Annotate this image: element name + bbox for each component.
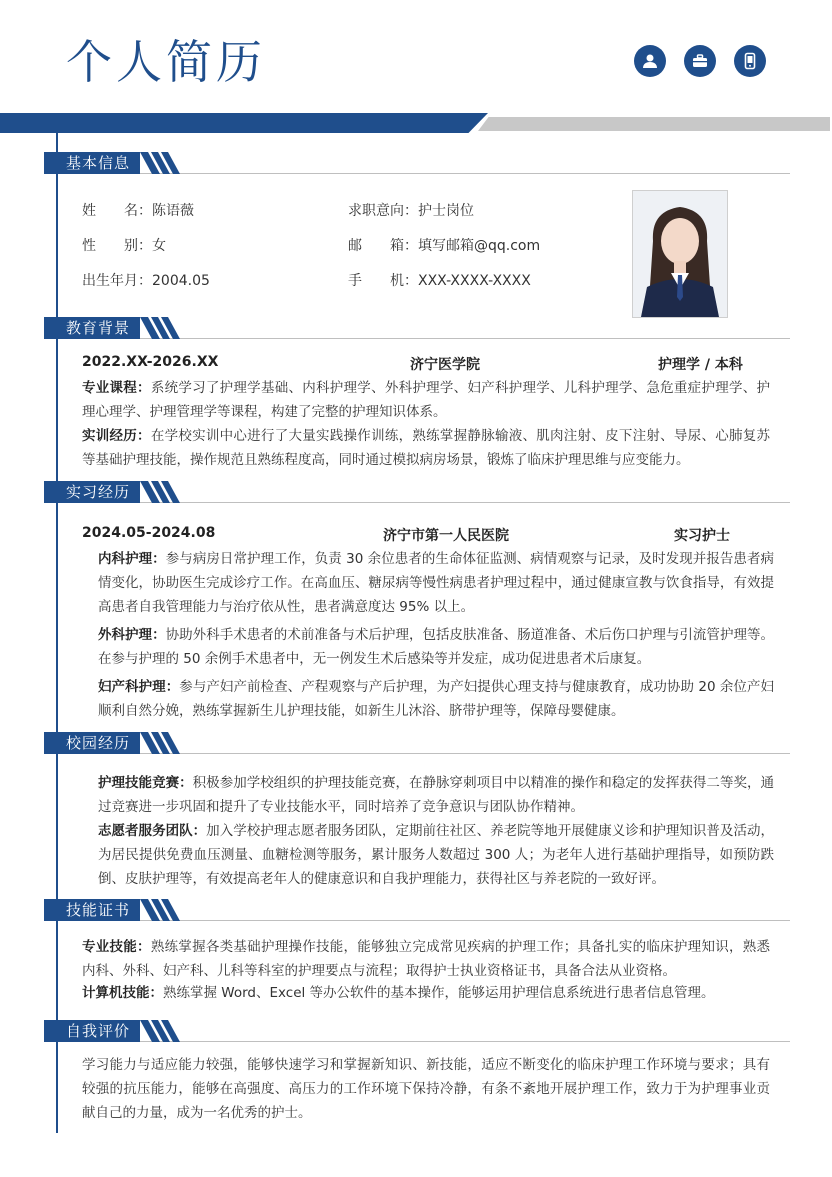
- text: 协助外科手术患者的术前准备与术后护理，包括皮肤准备、肠道准备、术后伤口护理与引流管护理等。在参与护理的 50 余例手术患者中，无一例发生术后感染等并发症，成功促进患者术后康复。: [98, 627, 775, 667]
- intern-row: [82, 525, 766, 545]
- intern-item: [98, 623, 774, 671]
- page-title: 个人简历: [66, 35, 266, 89]
- education-period: 2022.XX-2026.XX: [82, 354, 219, 370]
- section-title: 自我评价: [44, 1020, 140, 1042]
- header-icons: [634, 45, 766, 77]
- education-major: 护理学 / 本科: [658, 357, 743, 373]
- label: 实训经历：: [82, 428, 151, 444]
- info-birth: 出生年月：2004.05: [82, 273, 210, 289]
- section-title: 校园经历: [44, 732, 140, 754]
- text: 熟练掌握 Word、Excel 等办公软件的基本操作，能够运用护理信息系统进行患者信息管理。: [163, 985, 715, 1001]
- text: 参与病房日常护理工作，负责 30 余位患者的生命体征监测、病情观察与记录，及时发现并报告患者病情变化，协助医生完成诊疗工作。在高血压、糖尿病等慢性病患者护理过程中，通过健康宣教与饮食指导，有效提高患者自我管理能力与治疗依从性，患者满意度达 95% 以上。: [98, 551, 775, 615]
- intern-role: 实习护士: [674, 528, 730, 544]
- user-icon: [634, 45, 666, 77]
- skill-item: [82, 935, 770, 983]
- section-title: 基本信息: [44, 152, 140, 174]
- info-intent: 求职意向：护士岗位: [348, 203, 474, 219]
- text: 系统学习了护理学基础、内科护理学、外科护理学、妇产科护理学、儿科护理学、急危重症护理学、护理心理学、护理管理学等课程，构建了完整的护理知识体系。: [82, 380, 771, 420]
- intern-hospital: 济宁市第一人民医院: [383, 528, 509, 544]
- skill-item: [82, 981, 770, 1005]
- self-evaluation-text: 学习能力与适应能力较强，能够快速学习和掌握新知识、新技能，适应不断变化的临床护理工作环境与要求；具有较强的抗压能力，能够在高强度、高压力的工作环境下保持冷静，有条不紊地开展护理工作，致力于为护理事业贡献自己的力量，成为一名优秀的护士。: [82, 1057, 770, 1121]
- intern-period: 2024.05-2024.08: [82, 525, 216, 541]
- stripe-decoration: [140, 152, 184, 174]
- stripe-decoration: [140, 481, 184, 503]
- label: 护理技能竞赛：: [98, 775, 193, 791]
- profile-photo: [632, 190, 728, 318]
- label: 外科护理：: [98, 627, 166, 643]
- label: 内科护理：: [98, 551, 166, 567]
- label: 专业课程：: [82, 380, 151, 396]
- text: 加入学校护理志愿者服务团队，定期前往社区、养老院等地开展健康义诊和护理知识普及活动，为居民提供免费血压测量、血糖检测等服务，累计服务人数超过 300 人；为老年人进行基础护理指导，如预防跌倒、皮肤护理等，有效提高老年人的健康意识和自我护理能力，获得社区与养老院的一致好评。: [98, 823, 775, 887]
- education-training: [82, 424, 770, 472]
- section-title: 实习经历: [44, 481, 140, 503]
- intern-item: [98, 547, 774, 619]
- campus-item: [98, 771, 774, 819]
- text: 熟练掌握各类基础护理操作技能，能够独立完成常见疾病的护理工作；具备扎实的临床护理知识，熟悉内科、外科、妇产科、儿科等科室的护理要点与流程；取得护士执业资格证书，具备合法从业资格。: [82, 939, 771, 979]
- section-header-basic: [44, 152, 790, 174]
- info-name: 姓 名：陈语薇: [82, 203, 194, 219]
- phone-icon: [734, 45, 766, 77]
- portrait-illustration: [633, 191, 727, 317]
- timeline-line: [56, 133, 58, 1133]
- label: 妇产科护理：: [98, 679, 180, 695]
- intern-item: [98, 675, 774, 723]
- header-bar-light: [478, 117, 830, 131]
- stripe-decoration: [140, 317, 184, 339]
- header-bar-dark: [0, 113, 488, 133]
- section-header-self: [44, 1020, 790, 1042]
- education-course: [82, 376, 770, 424]
- stripe-decoration: [140, 1020, 184, 1042]
- label: 计算机技能：: [82, 985, 163, 1001]
- section-header-campus: [44, 732, 790, 754]
- info-phone: 手 机：XXX-XXXX-XXXX: [348, 273, 531, 289]
- section-header-education: [44, 317, 790, 339]
- section-title: 教育背景: [44, 317, 140, 339]
- education-school: 济宁医学院: [410, 357, 480, 373]
- campus-item: [98, 819, 774, 891]
- section-header-skills: [44, 899, 790, 921]
- stripe-decoration: [140, 732, 184, 754]
- text: 积极参加学校组织的护理技能竞赛，在静脉穿刺项目中以精准的操作和稳定的发挥获得二等奖，通过竞赛进一步巩固和提升了专业技能水平，同时培养了竞争意识与团队协作精神。: [98, 775, 775, 815]
- education-row: [82, 354, 766, 374]
- section-title: 技能证书: [44, 899, 140, 921]
- info-gender: 性 别：女: [82, 238, 166, 254]
- text: 在学校实训中心进行了大量实践操作训练，熟练掌握静脉输液、肌肉注射、皮下注射、导尿、心肺复苏等基础护理技能，操作规范且熟练程度高，同时通过模拟病房场景，锻炼了临床护理思维与应变能力。: [82, 428, 771, 468]
- label: 志愿者服务团队：: [98, 823, 207, 839]
- info-email: 邮 箱：填写邮箱@qq.com: [348, 238, 541, 254]
- briefcase-icon: [684, 45, 716, 77]
- label: 专业技能：: [82, 939, 151, 955]
- section-header-intern: [44, 481, 790, 503]
- stripe-decoration: [140, 899, 184, 921]
- text: 参与产妇产前检查、产程观察与产后护理，为产妇提供心理支持与健康教育，成功协助 20 余位产妇顺利自然分娩，熟练掌握新生儿护理技能，如新生儿沐浴、脐带护理等，保障母婴健康。: [98, 679, 775, 719]
